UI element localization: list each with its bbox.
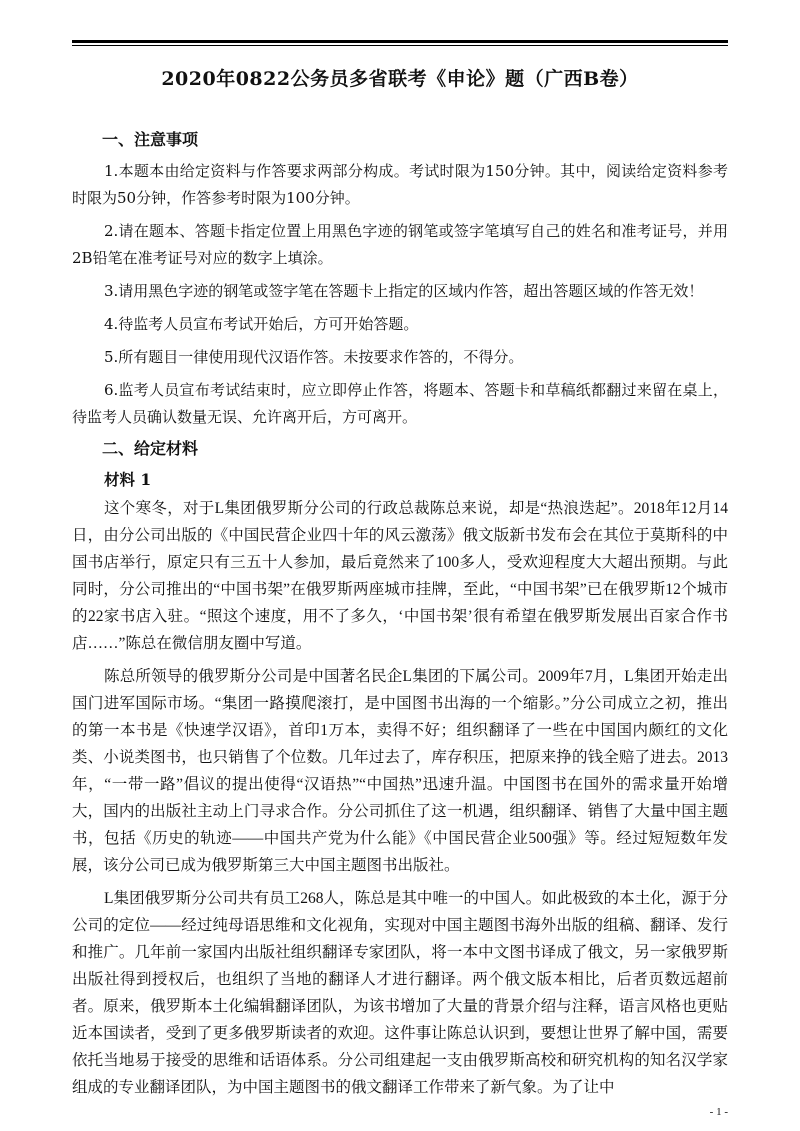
notice-item: 5.所有题目一律使用现代汉语作答。未按要求作答的，不得分。 (104, 348, 524, 366)
section-heading-materials: 二、给定材料 (102, 439, 199, 458)
material-paragraph: 这个寒冬，对于L集团俄罗斯分公司的行政总裁陈总来说，却是“热浪迭起”。2018年12月14日，由分公司出版的《中国民营企业四十年的风云激荡》俄文版新书发布会在其位于莫斯科的中国书店举行，原定只有三五十人参加，最后竟然来了100多人，受欢迎程度大大超出预期。与此同时，分公司推出的“中国书架”在俄罗斯两座城市挂牌，至此，“中国书架”已在俄罗斯12个城市的22家书店入驻。“照这个速度，用不了多久，‘中国书架’很有希望在俄罗斯发展出百家合作书店……”陈总在微信朋友圈中写道。 (72, 500, 728, 652)
notice-item: 1.本题本由给定资料与作答要求两部分构成。考试时限为150分钟。其中，阅读给定资料参考时限为50分钟，作答参考时限为100分钟。 (72, 162, 728, 207)
header-rule-thick (72, 40, 728, 43)
material-paragraph: 陈总所领导的俄罗斯分公司是中国著名民企L集团的下属公司。2009年7月，L集团开始走出国门进军国际市场。“集团一路摸爬滚打，是中国图书出海的一个缩影。”分公司成立之初，推出的第一本书是《快速学汉语》，首印1万本，卖得不好；组织翻译了一些在中国国内颇红的文化类、小说类图书，也只销售了个位数。几年过去了，库存积压，把原来挣的钱全赔了进去。2013年，“一带一路”倡议的提出使得“汉语热”“中国热”迅速升温。中国图书在国外的需求量开始增大，国内的出版社主动上门寻求合作。分公司抓住了这一机遇，组织翻译、销售了大量中国主题书，包括《历史的轨迹——中国共产党为什么能》《中国民营企业500强》等。经过短短数年发展，该分公司已成为俄罗斯第三大中国主题图书出版社。 (72, 668, 728, 874)
document-body (72, 128, 728, 1107)
notice-item: 6.监考人员宣布考试结束时，应立即停止作答，将题本、答题卡和草稿纸都翻过来留在桌上，待监考人员确认数量无误、允许离开后，方可离开。 (72, 381, 728, 426)
header-rule-thin (72, 45, 728, 46)
notice-item: 4.待监考人员宣布考试开始后，方可开始答题。 (104, 315, 419, 333)
material-title: 材料 1 (104, 470, 152, 489)
notice-item: 3.请用黑色字迹的钢笔或签字笔在答题卡上指定的区域内作答，超出答题区域的作答无效！ (104, 282, 704, 300)
section-heading-notices: 一、注意事项 (102, 130, 199, 149)
page-number: - 1 - (709, 1106, 728, 1118)
material-paragraph: L集团俄罗斯分公司共有员工268人，陈总是其中唯一的中国人。如此极致的本土化，源于分公司的定位——经过纯母语思维和文化视角，实现对中国主题图书海外出版的组稿、翻译、发行和推广。几年前一家国内出版社组织翻译专家团队，将一本中文图书译成了俄文，另一家俄罗斯出版社得到授权后，也组织了当地的翻译人才进行翻译。两个俄文版本相比，后者页数远超前者。原来，俄罗斯本土化编辑翻译团队，为该书增加了大量的背景介绍与注释，语言风格也更贴近本国读者，受到了更多俄罗斯读者的欢迎。这件事让陈总认识到，要想让世界了解中国，需要依托当地易于接受的思维和话语体系。分公司组建起一支由俄罗斯高校和研究机构的知名汉学家组成的专业翻译团队，为中国主题图书的俄文翻译工作带来了新气象。为了让中 (72, 890, 728, 1096)
document-title: 2020年0822公务员多省联考《申论》题（广西B卷） (161, 68, 639, 90)
notice-item: 2.请在题本、答题卡指定位置上用黑色字迹的钢笔或签字笔填写自己的姓名和准考证号，并用2B铅笔在准考证号对应的数字上填涂。 (72, 222, 728, 267)
